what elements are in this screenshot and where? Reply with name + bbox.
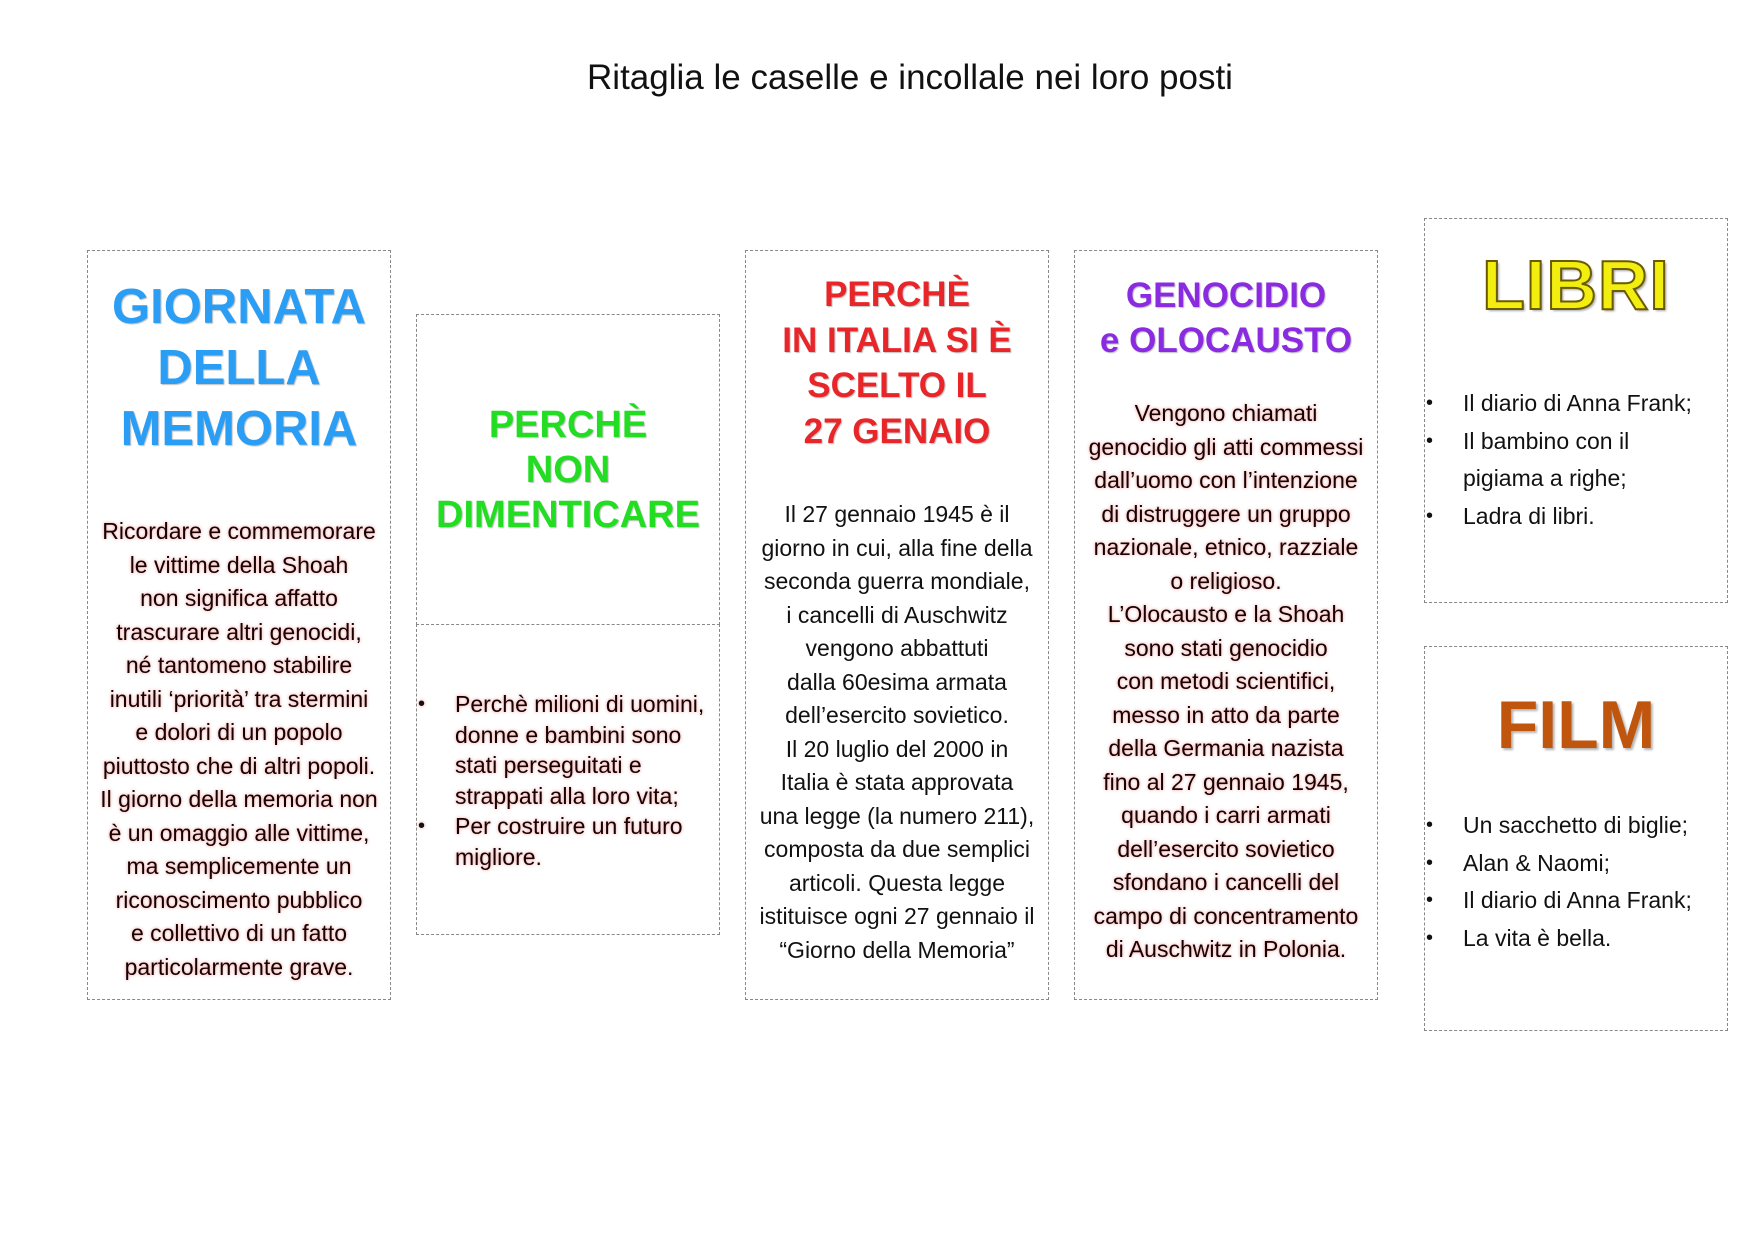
perche-italia-body-line: i cancelli di Auschwitz [786,601,1008,628]
genocidio-body-line: con metodi scientifici, [1116,668,1336,694]
giornata-body-line: riconoscimento pubblico [115,886,363,913]
genocidio-body-line: dall’uomo con l’intenzione [1094,467,1358,493]
list-item [1463,882,1692,920]
giornata-body-line: piuttosto che di altri popoli. [102,752,376,779]
list-item [1463,385,1692,423]
perche-italia-body-line: Il 27 gennaio 1945 è il [784,501,1010,527]
list-item-line: pigiama a righe; [1463,465,1627,491]
genocidio-body-line: quando i carri armati [1121,802,1331,828]
list-item-line: • Il diario di Anna Frank; [1463,887,1692,913]
list-item-line: • Il diario di Anna Frank; [1463,390,1692,416]
giornata-body [88,515,390,984]
list-item [1463,807,1692,845]
genocidio-body-line: nazionale, etnico, razziale [1093,534,1359,560]
giornata-body-line: è un omaggio alle vittime, [108,819,370,846]
card-film[interactable] [1424,646,1728,1031]
giornata-body-line: inutili ‘priorità’ tra stermini [109,685,369,712]
list-item-line: • Perchè milioni di uomini, [455,691,705,717]
list-item-line: • Ladra di libri. [1463,502,1595,529]
film-title: FILM [1496,687,1656,763]
list-item [1463,423,1692,498]
genocidio-body-line: della Germania nazista [1108,735,1344,761]
giornata-title-line: GIORNATA [111,280,367,334]
giornata-title [88,277,390,460]
genocidio-body-line: o religioso. [1170,567,1282,594]
giornata-body-line: non significa affatto [140,585,338,611]
card-giornata-della-memoria[interactable] [87,250,391,1000]
giornata-body-line: e dolori di un popolo [135,719,343,745]
giornata-body-line: particolarmente grave. [124,953,354,980]
card-perche-non-dimenticare-title[interactable] [416,314,720,625]
page-title: Ritaglia le caselle e incollale nei loro posti [587,58,1233,97]
non-dimenticare-list [455,689,704,872]
list-item [1463,498,1692,536]
giornata-body-line: e collettivo di un fatto [130,920,348,946]
perche-italia-title [746,272,1048,454]
list-item-line: • Alan & Naomi; [1463,849,1611,876]
genocidio-body-line: messo in atto da parte [1112,701,1340,728]
perche-italia-body-line: composta da due semplici [764,836,1030,862]
perche-italia-title-line: 27 GENAIO [803,411,991,451]
non-dimenticare-title-line: NON [525,449,611,491]
perche-italia-body-line: Italia è stata approvata [780,769,1014,795]
giornata-title-line: MEMORIA [120,402,358,456]
perche-italia-title-line: PERCHÈ [824,275,970,314]
perche-italia-body-line: Il 20 luglio del 2000 in [785,735,1009,762]
list-item [1463,845,1692,883]
genocidio-body-line: sono stati genocidio [1124,634,1328,661]
perche-italia-body-line: una legge (la numero 211), [759,802,1035,829]
list-item [455,689,704,811]
genocidio-title-line: e OLOCAUSTO [1099,321,1353,360]
perche-italia-body-line: dalla 60esima armata [787,668,1007,695]
non-dimenticare-title-line: DIMENTICARE [436,494,700,536]
libri-list [1463,385,1692,535]
perche-italia-title-line: IN ITALIA SI È [782,320,1012,360]
genocidio-body-line: dell’esercito sovietico [1117,835,1335,862]
non-dimenticare-title-line: PERCHÈ [488,404,648,446]
perche-italia-body [746,498,1048,967]
perche-italia-body-line: istituisce ogni 27 gennaio il [759,903,1035,929]
list-item-line: stati perseguitati e [455,752,642,778]
perche-italia-body-line: giorno in cui, alla fine della [761,534,1033,561]
list-item-line: migliore. [455,843,542,870]
genocidio-body-line: genocidio gli atti commessi [1088,433,1364,460]
card-genocidio-olocausto[interactable] [1074,250,1378,1000]
perche-italia-body-line: vengono abbattuti [805,635,989,661]
giornata-body-line: Il giorno della memoria non [100,786,378,812]
card-perche-in-italia[interactable] [745,250,1049,1000]
perche-italia-body-line: “Giorno della Memoria” [779,936,1015,963]
genocidio-body-line: sfondano i cancelli del [1112,869,1340,895]
genocidio-title [1075,273,1377,363]
genocidio-title-line: GENOCIDIO [1125,276,1327,315]
giornata-body-line: ma semplicemente un [126,853,352,879]
giornata-body-line: le vittime della Shoah [129,551,349,578]
giornata-title-line: DELLA [157,341,321,395]
genocidio-body-line: campo di concentramento [1093,902,1359,929]
giornata-body-line: Ricordare e commemorare [102,518,376,544]
list-item-line: • Per costruire un futuro [455,813,683,839]
genocidio-body-line: di distruggere un gruppo [1101,500,1351,527]
perche-italia-body-line: seconda guerra mondiale, [764,568,1030,594]
libri-title: LIBRI [1482,246,1670,324]
genocidio-body [1075,397,1377,967]
genocidio-body-line: L’Olocausto e la Shoah [1107,601,1345,627]
list-item-line: • La vita è bella. [1463,924,1612,951]
card-libri[interactable] [1424,218,1728,603]
genocidio-body-line: fino al 27 gennaio 1945, [1103,768,1349,795]
film-list [1463,807,1692,957]
perche-italia-title-line: SCELTO IL [807,366,987,405]
list-item-line: donne e bambini sono [455,721,682,748]
genocidio-body-line: Vengono chiamati [1134,400,1318,426]
giornata-body-line: trascurare altri genocidi, [116,618,362,645]
card-perche-non-dimenticare-list[interactable] [416,624,720,935]
list-item-line: • Il bambino con il [1463,427,1630,454]
genocidio-body-line: di Auschwitz in Polonia. [1105,936,1347,962]
perche-italia-body-line: dell’esercito sovietico. [785,702,1009,728]
list-item [1463,920,1692,958]
non-dimenticare-title [417,403,719,538]
list-item-line: • Un sacchetto di biglie; [1463,812,1689,838]
list-item [455,811,704,872]
list-item-line: strappati alla loro vita; [455,782,679,809]
giornata-body-line: né tantomeno stabilire [125,652,353,678]
perche-italia-body-line: articoli. Questa legge [788,869,1006,896]
